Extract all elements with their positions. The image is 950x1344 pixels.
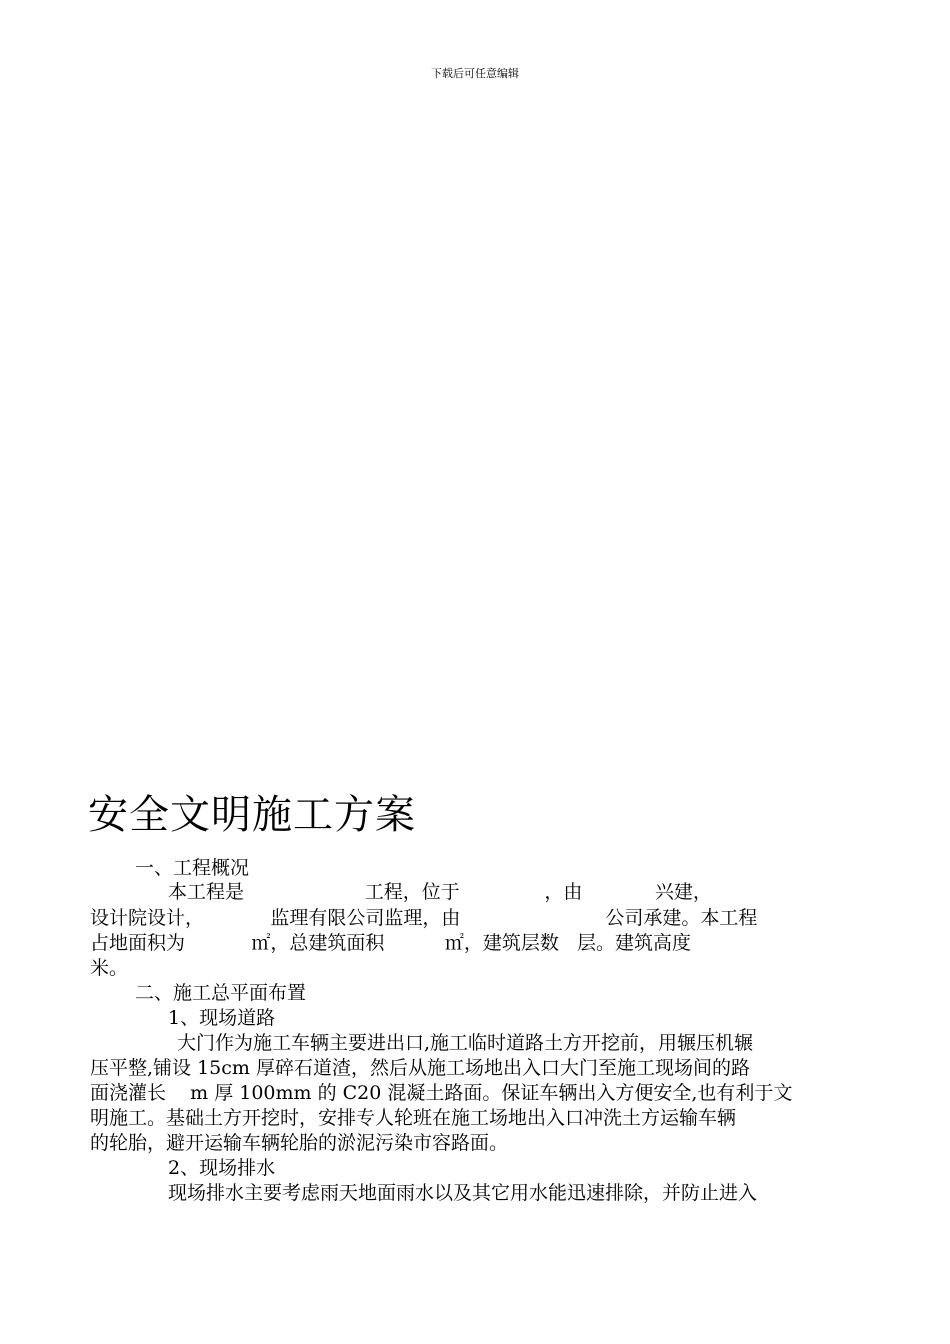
section-1-line-2: 设计院设计， 监理有限公司监理，由 公司承建。本工程 [90,907,758,929]
section-1-line-3: 占地面积为 ㎡，总建筑面积 ㎡，建筑层数 层。建筑高度 [90,932,691,954]
section-1-line-4: 米。 [90,957,129,979]
section-2-heading: 二、施工总平面布置 [135,982,307,1004]
section-1-line-1: 本工程是 工程，位于 ，由 兴建， [168,881,712,903]
section-2-2-line-1: 现场排水主要考虑雨天地面雨水以及其它用水能迅速排除，并防止进入 [168,1182,758,1204]
section-2-1-line-5: 的轮胎，避开运输车辆轮胎的淤泥污染市容路面。 [90,1132,509,1154]
header-note: 下载后可任意编辑 [431,67,519,80]
section-2-2-heading: 2、现场排水 [168,1157,276,1179]
section-2-1-heading: 1、现场道路 [168,1007,276,1029]
section-2-1-line-2: 压平整,铺设 15cm 厚碎石道渣，然后从施工场地出入口大门至施工现场间的路 [90,1057,750,1079]
section-2-1-line-1: 大门作为施工车辆主要进出口,施工临时道路土方开挖前，用辗压机辗 [177,1032,754,1054]
section-1-heading: 一、工程概况 [135,857,250,879]
document-title: 安全文明施工方案 [88,792,416,838]
section-2-1-line-3: 面浇灌长 m 厚 100mm 的 C20 混凝土路面。保证车辆出入方便安全,也有利于文 [90,1082,793,1104]
section-2-1-line-4: 明施工。基础土方开挖时，安排专人轮班在施工场地出入口冲洗土方运输车辆 [90,1107,737,1129]
